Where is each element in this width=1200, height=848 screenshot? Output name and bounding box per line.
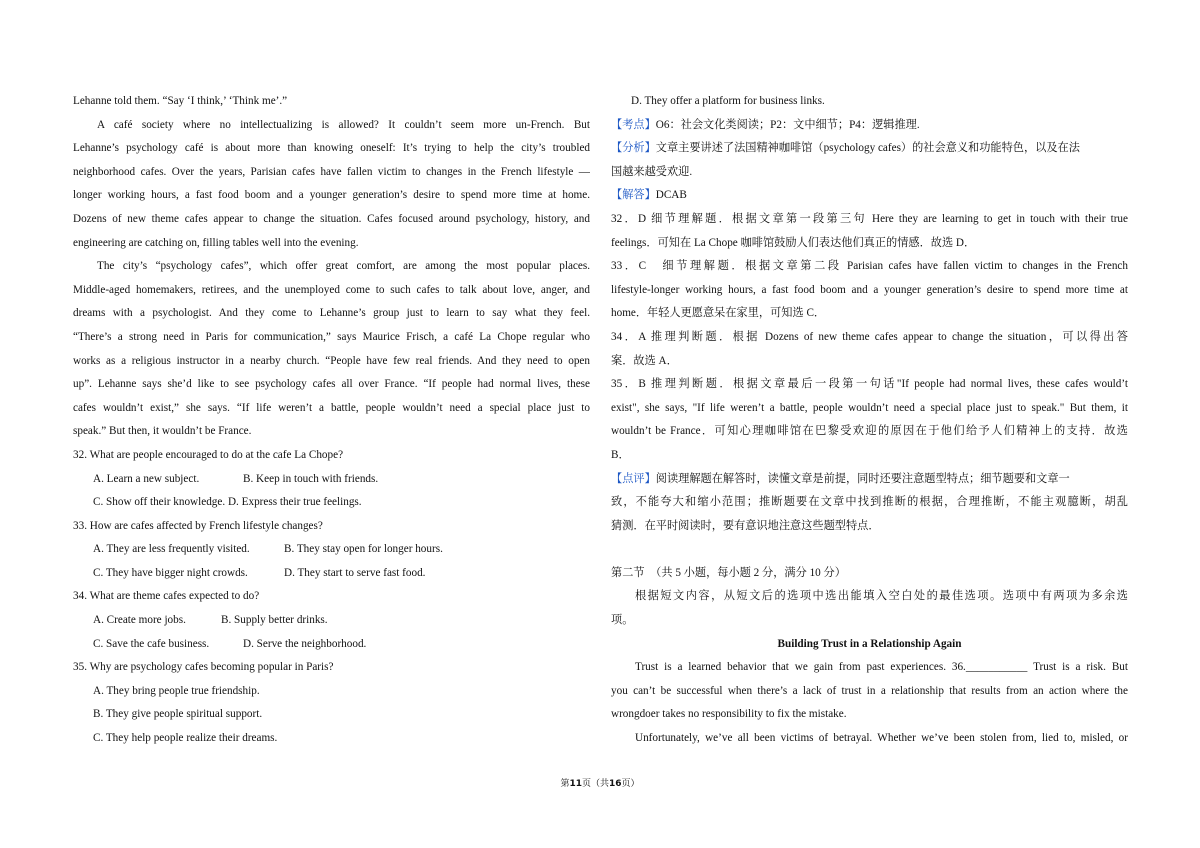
passage-line: Unfortunately, we’ve all been victims of betrayal. Whether we’ve been stolen from, lied to, misled, or: [635, 732, 1128, 745]
option-33a: A. They are less frequently visited.: [93, 543, 250, 556]
answer-35-line: wouldn’t be France．可知心理咖啡馆在巴黎受欢迎的原因在于他们给予人们精神上的支持．故选: [611, 425, 1128, 438]
answer-35-line: 35．B 推理判断题．根据文章最后一段第一句话"If people had normal lives, these cafes would’t: [611, 378, 1128, 391]
question-34-options-row2: [73, 633, 590, 657]
footer-suffix: 页）: [621, 779, 640, 789]
instruction-line: 项。: [611, 614, 634, 627]
answer-35-line: exist", she says, "If life weren’t a battle, people wouldn’t need a special place just to speak." But them, it: [611, 401, 1128, 414]
answer-33-line: lifestyle-longer working hours, a fast food boom and a younger generation’s desire to spend more time at: [611, 283, 1128, 296]
passage-line: Middle-aged homemakers, retirees, and the unemployed come to such cafes to talk about love, anger, and: [73, 283, 590, 296]
option-32b: B. Keep in touch with friends.: [243, 472, 379, 485]
footer-middle: 页（共: [581, 779, 609, 789]
passage-line: up”. Lehanne says she’d like to see psychology cafes all over France. “If people had normal lives, these: [73, 378, 590, 391]
answer-34-line: 案．故选 A．: [611, 354, 678, 367]
passage-line: A café society where no intellectualizing is allowed? It couldn’t seem more un-French. But: [97, 118, 590, 131]
passage-line: dreams with a psychologist. And they come to Lehanne’s group just to learn to say what they feel.: [73, 307, 590, 320]
spacer: [611, 538, 1128, 562]
footer-total-pages: 16: [609, 779, 622, 789]
answer-33-line: 33．C 细节理解题．根据文章第二段 Parisian cafes have fallen victim to changes in the French: [611, 260, 1128, 273]
answer-35-line: B．: [611, 448, 630, 461]
section-heading: 第二节 （共 5 小题，每小题 2 分，满分 10 分）: [611, 566, 846, 579]
passage-line: wrongdoer takes no responsibility to fix the mistake.: [611, 708, 847, 721]
passage-line: The city’s “psychology cafes”, which offer great comfort, are among the most popular places.: [97, 260, 590, 273]
option-34b: B. Supply better drinks.: [221, 614, 328, 627]
jieda-line: [611, 184, 1128, 208]
option-35d: D. They offer a platform for business links.: [631, 95, 825, 107]
option-33d: D. They start to serve fast food.: [284, 566, 426, 579]
footer-page-number: 11: [569, 779, 582, 789]
option-34d: D. Serve the neighborhood.: [243, 637, 367, 650]
option-32d: D. Express their true feelings.: [227, 496, 362, 509]
instruction-line: 根据短文内容，从短文后的选项中选出能填入空白处的最佳选项。选项中有两项为多余选: [635, 590, 1128, 603]
dianping-text: 阅读理解题在解答时，读懂文章是前提，同时还要注意题型特点；细节题要和文章一: [655, 472, 1070, 485]
question-32-options-row2: [73, 491, 590, 515]
option-34c: C. Save the cafe business.: [93, 637, 210, 650]
fenxi-line: [611, 137, 1128, 161]
option-34a: A. Create more jobs.: [93, 614, 186, 627]
option-35c: C. They help people realize their dreams.: [93, 732, 278, 745]
passage-line: Trust is a learned behavior that we gain from past experiences. 36.___________ Trust is a risk. But: [635, 661, 1128, 674]
passage-line: engineering are catching on, filling tables well into the evening.: [73, 236, 359, 249]
page-footer: [0, 776, 1200, 789]
passage-line: longer working hours, a fast food boom and a younger generation’s desire to spend more time at home.: [73, 189, 590, 202]
answer-34-line: 34．A 推理判断题．根据 Dozens of new theme cafes appear to change the situation，可以得出答: [611, 330, 1128, 343]
passage-line: Lehanne told them. “Say ‘I think,’ ‘Think me’.”: [73, 95, 288, 107]
answer-32-line: feelings．可知在 La Chope 咖啡馆鼓励人们表达他们真正的情感．故选 D．: [611, 236, 976, 249]
jieda-tag: 【解答】: [611, 189, 656, 202]
passage-line: “There’s a strong need in Paris for communication,” says Maurice Frisch, a café La Chope regular who: [73, 330, 590, 343]
answer-32-line: 32．D 细节理解题．根据文章第一段第三句 Here they are learning to get in touch with their true: [611, 212, 1128, 225]
kaodian-tag: 【考点】: [611, 118, 656, 131]
dianping-line: [611, 468, 1128, 492]
option-35b: B. They give people spiritual support.: [93, 708, 263, 721]
question-33-options-row1: [73, 538, 590, 562]
fenxi-line: 国越来越受欢迎.: [611, 165, 693, 178]
footer-prefix: 第: [560, 779, 570, 789]
option-32c: C. Show off their knowledge.: [93, 496, 226, 509]
answer-33-line: home．年轻人更愿意呆在家里，可知选 C．: [611, 307, 826, 320]
question-32-options-row1: [73, 468, 590, 492]
option-35a: A. They bring people true friendship.: [93, 684, 260, 697]
question-34-options-row1: [73, 609, 590, 633]
right-column: [611, 90, 1128, 751]
passage-line: you can’t be successful when there’s a lack of trust in a relationship that results from an action where the: [611, 684, 1128, 697]
passage-title: Building Trust in a Relationship Again: [777, 637, 962, 650]
question-35: 35. Why are psychology cafes becoming popular in Paris?: [73, 661, 334, 674]
question-34: 34. What are theme cafes expected to do?: [73, 590, 260, 603]
question-32: 32. What are people encouraged to do at the cafe La Chope?: [73, 448, 344, 461]
option-33c: C. They have bigger night crowds.: [93, 566, 248, 579]
dianping-line: 致，不能夸大和缩小范围；推断题要在文章中找到推断的根据，合理推断，不能主观臆断，胡乱: [611, 496, 1128, 509]
passage-line: Lehanne’s psychology café is about more than knowing oneself: It’s trying to help the city’s troubled: [73, 142, 590, 155]
passage-line: Dozens of new theme cafes appear to change the situation. Cafes focused around psychology, history, and: [73, 212, 590, 225]
passage-line: speak.” But then, it wouldn’t be France.: [73, 425, 252, 438]
question-33: 33. How are cafes affected by French lifestyle changes?: [73, 519, 323, 532]
dianping-tag: 【点评】: [611, 472, 656, 485]
passage-line: cafes wouldn’t exist,” she says. “If life weren’t a battle, people wouldn’t need a special place just to: [73, 401, 590, 414]
passage-line: works as a religious instructor in a nearby church. “People have few real friends. And they need to open: [73, 354, 590, 367]
option-33b: B. They stay open for longer hours.: [284, 543, 443, 556]
question-33-options-row2: [73, 562, 590, 586]
option-32a: A. Learn a new subject.: [93, 472, 200, 485]
left-column: [73, 90, 590, 751]
kaodian-line: [611, 114, 1128, 138]
fenxi-text: 文章主要讲述了法国精神咖啡馆（psychology cafes）的社会意义和功能特色，以及在法: [655, 142, 1080, 155]
fenxi-tag: 【分析】: [611, 142, 656, 155]
dianping-line: 猜测．在平时阅读时，要有意识地注意这些题型特点．: [611, 519, 880, 532]
passage-line: neighborhood cafes. Over the years, Parisian cafes have fallen victim to changes in the French lifestyle —: [73, 165, 590, 178]
jieda-text: DCAB: [655, 189, 687, 202]
kaodian-text: O6：社会文化类阅读；P2：文中细节；P4：逻辑推理.: [655, 118, 920, 131]
